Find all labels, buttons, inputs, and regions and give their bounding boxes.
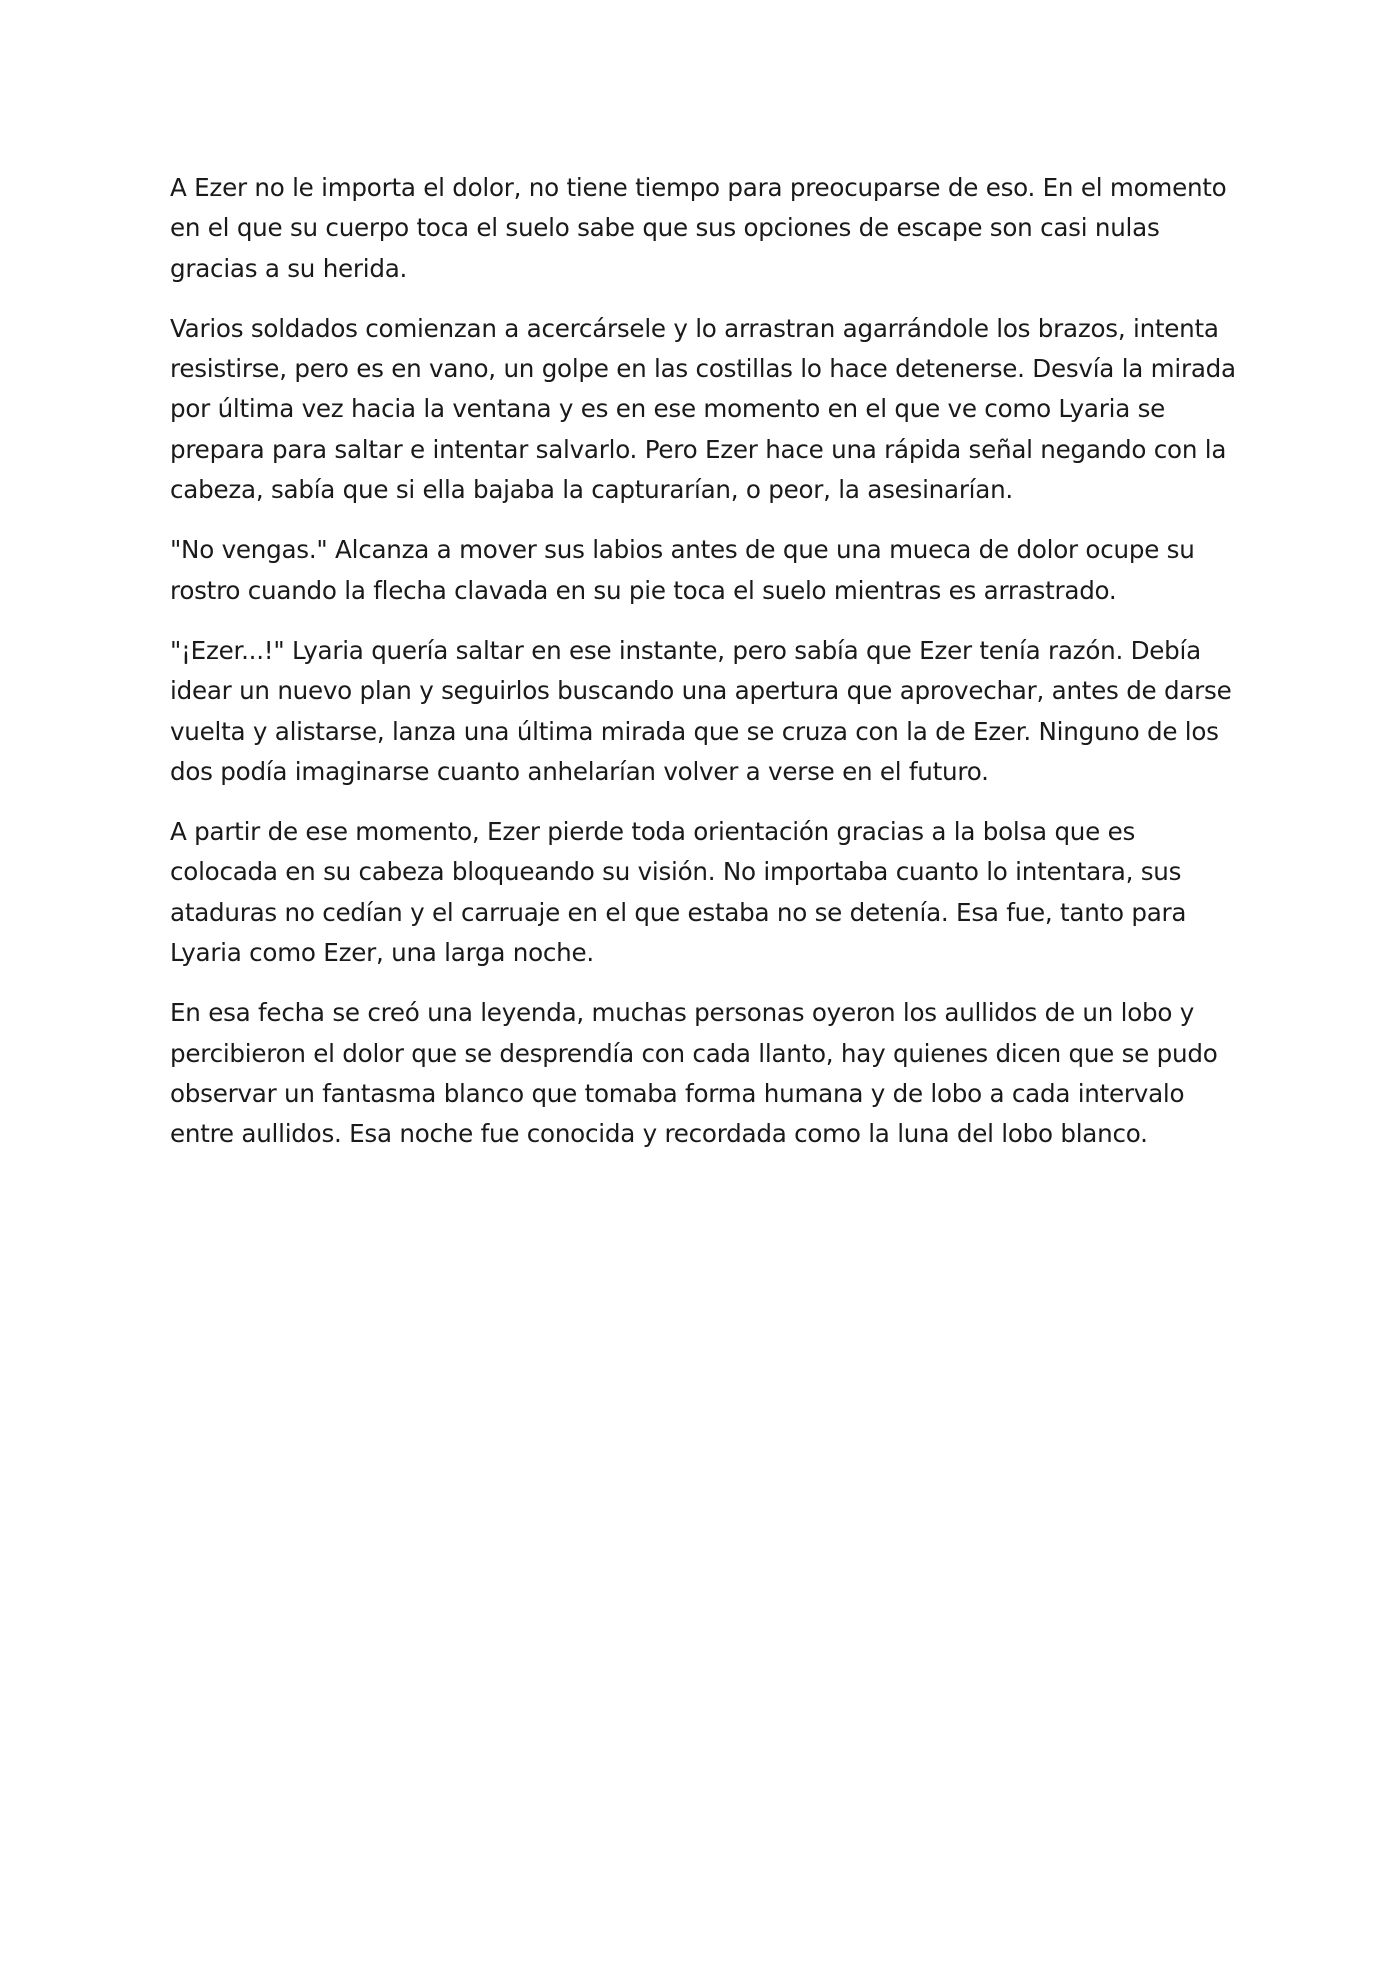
paragraph-6: En esa fecha se creó una leyenda, muchas personas oyeron los aullidos de un lobo y percibieron el dolor que se desprendía con cada llanto, hay quienes dicen que se pudo observar un fantasma blanco que tomaba forma humana y de lobo a cada intervalo entre aullidos. Esa noche fue conocida y recordada como la luna del lobo blanco. [170, 998, 1218, 1149]
paragraph-1: A Ezer no le importa el dolor, no tiene tiempo para preocuparse de eso. En el momento en el que su cuerpo toca el suelo sabe que sus opciones de escape son casi nulas gracias a su herida. [170, 173, 1227, 283]
paragraph-3: "No vengas." Alcanza a mover sus labios antes de que una mueca de dolor ocupe su rostro cuando la flecha clavada en su pie toca el suelo mientras es arrastrado. [170, 535, 1195, 605]
paragraph-4: "¡Ezer...!" Lyaria quería saltar en ese instante, pero sabía que Ezer tenía razón. Debía idear un nuevo plan y seguirlos buscando una apertura que aprovechar, antes de darse vuelta y alistarse, lanza una última mirada que se cruza con la de Ezer. Ninguno de los dos podía imaginarse cuanto anhelarían volver a verse en el futuro. [170, 635, 1232, 786]
document-body [170, 168, 1238, 1175]
paragraph-2: Varios soldados comienzan a acercársele y lo arrastran agarrándole los brazos, intenta resistirse, pero es en vano, un golpe en las costillas lo hace detenerse. Desvía la mirada por última vez hacia la ventana y es en ese momento en el que ve como Lyaria se prepara para saltar e intentar salvarlo. Pero Ezer hace una rápida señal negando con la cabeza, sabía que si ella bajaba la capturarían, o peor, la asesinarían. [170, 313, 1236, 505]
paragraph-5: A partir de ese momento, Ezer pierde toda orientación gracias a la bolsa que es colocada en su cabeza bloqueando su visión. No importaba cuanto lo intentara, sus ataduras no cedían y el carruaje en el que estaba no se detenía. Esa fue, tanto para Lyaria como Ezer, una larga noche. [170, 817, 1187, 968]
